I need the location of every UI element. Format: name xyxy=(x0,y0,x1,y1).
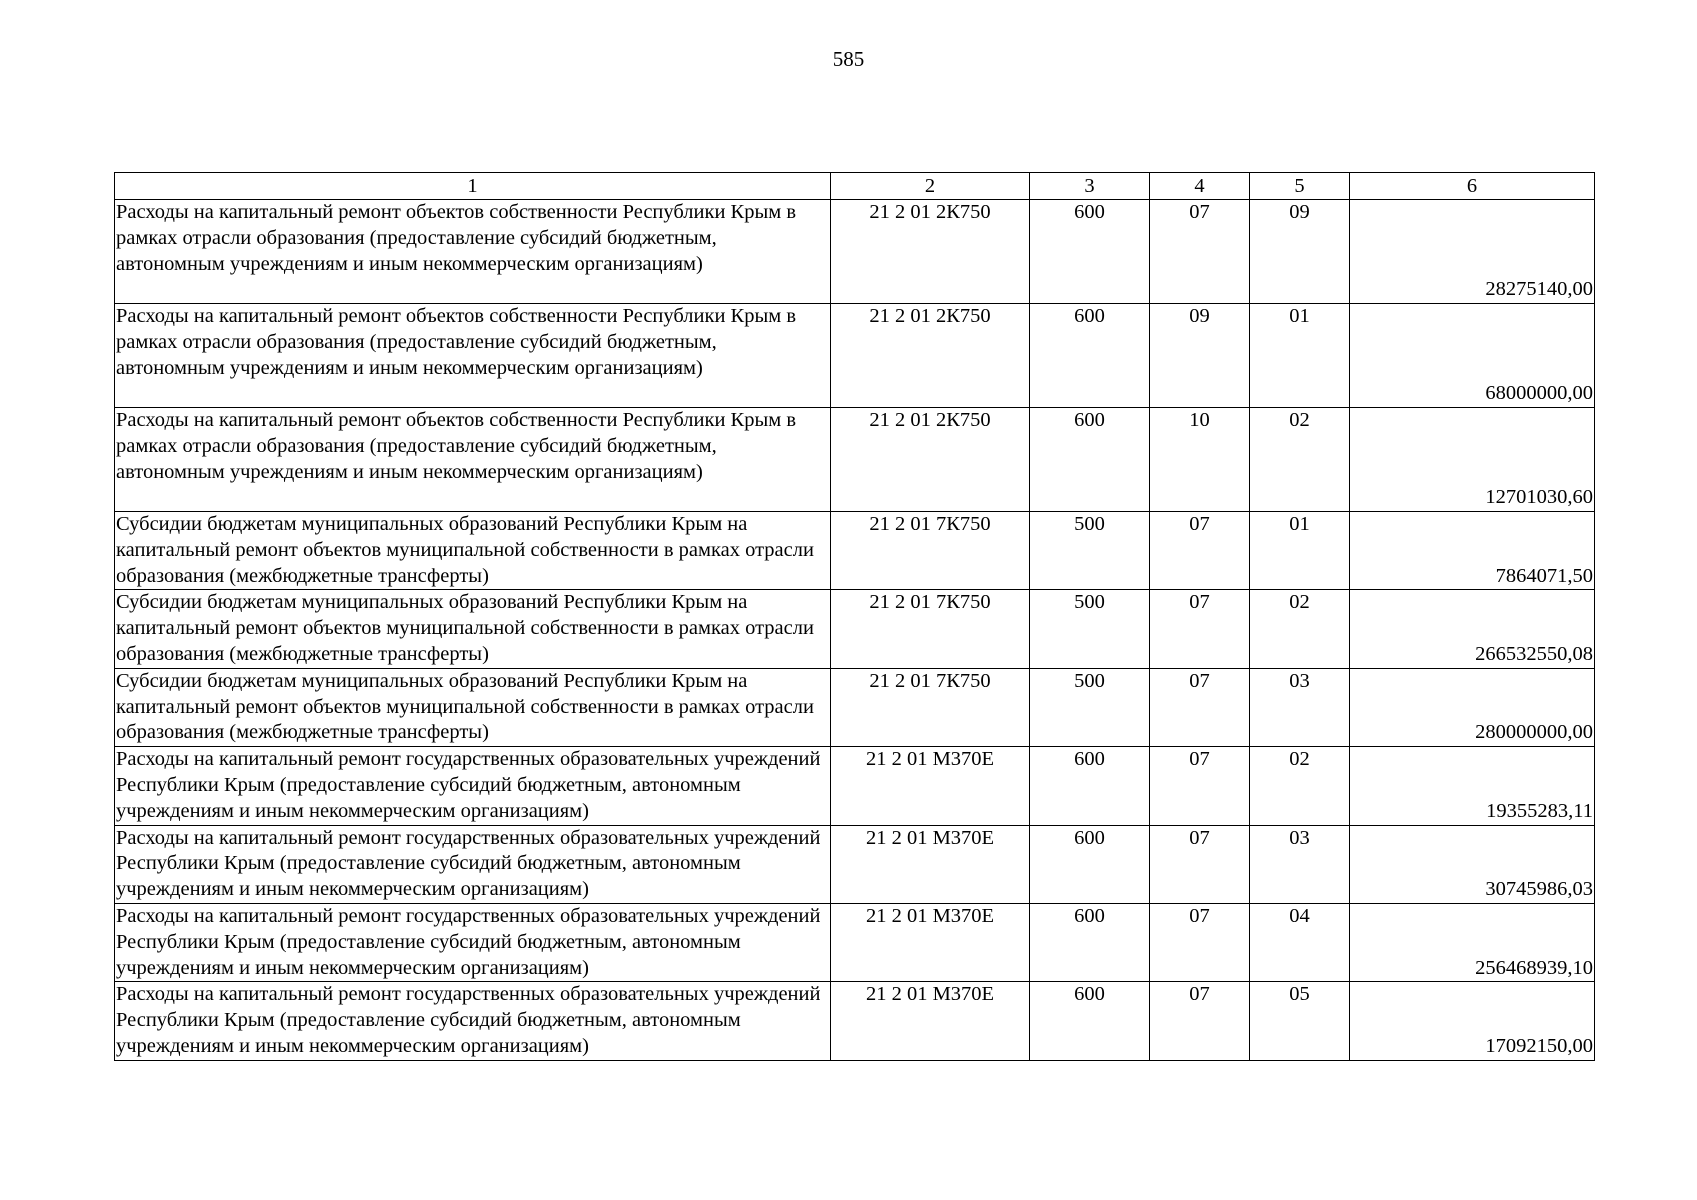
row-type-cell: 500 xyxy=(1030,590,1150,668)
row-code-cell: 21 2 01 М370Е xyxy=(831,747,1030,825)
row-amount-cell: 12701030,60 xyxy=(1350,408,1595,512)
row-section-cell: 07 xyxy=(1150,825,1250,903)
table-row xyxy=(115,408,1595,512)
row-section-cell: 10 xyxy=(1150,408,1250,512)
column-header: 3 xyxy=(1030,173,1150,200)
row-amount-cell: 266532550,08 xyxy=(1350,590,1595,668)
row-name-cell: Субсидии бюджетам муниципальных образований Республики Крым на капитальный ремонт объектов муниципальной собственности в рамках отрасли образования (межбюджетные трансферты) xyxy=(115,512,831,590)
row-code-cell: 21 2 01 7К750 xyxy=(831,668,1030,746)
row-name-cell: Субсидии бюджетам муниципальных образований Республики Крым на капитальный ремонт объектов муниципальной собственности в рамках отрасли образования (межбюджетные трансферты) xyxy=(115,668,831,746)
row-type-cell: 600 xyxy=(1030,982,1150,1060)
row-name-cell: Расходы на капитальный ремонт государственных образовательных учреждений Республики Крым (предоставление субсидий бюджетным, автономным учреждениям и иным некоммерческим организациям) xyxy=(115,825,831,903)
row-type-cell: 500 xyxy=(1030,512,1150,590)
row-amount-cell: 17092150,00 xyxy=(1350,982,1595,1060)
page-number: 585 xyxy=(832,47,865,71)
row-subsection-cell: 02 xyxy=(1250,408,1350,512)
row-code-cell: 21 2 01 7К750 xyxy=(831,512,1030,590)
table-row xyxy=(115,825,1595,903)
table-row xyxy=(115,982,1595,1060)
row-name-cell: Расходы на капитальный ремонт государственных образовательных учреждений Республики Крым (предоставление субсидий бюджетным, автономным учреждениям и иным некоммерческим организациям) xyxy=(115,982,831,1060)
row-amount-cell: 280000000,00 xyxy=(1350,668,1595,746)
row-subsection-cell: 03 xyxy=(1250,825,1350,903)
row-section-cell: 07 xyxy=(1150,747,1250,825)
row-amount-cell: 68000000,00 xyxy=(1350,304,1595,408)
row-amount-cell: 19355283,11 xyxy=(1350,747,1595,825)
column-header: 2 xyxy=(831,173,1030,200)
row-section-cell: 09 xyxy=(1150,304,1250,408)
column-header: 4 xyxy=(1150,173,1250,200)
row-code-cell: 21 2 01 2К750 xyxy=(831,304,1030,408)
row-amount-cell: 30745986,03 xyxy=(1350,825,1595,903)
row-type-cell: 600 xyxy=(1030,825,1150,903)
row-section-cell: 07 xyxy=(1150,512,1250,590)
budget-table xyxy=(114,172,1595,1061)
row-code-cell: 21 2 01 2К750 xyxy=(831,200,1030,304)
table-row xyxy=(115,747,1595,825)
row-subsection-cell: 02 xyxy=(1250,590,1350,668)
row-section-cell: 07 xyxy=(1150,590,1250,668)
row-subsection-cell: 03 xyxy=(1250,668,1350,746)
table-row xyxy=(115,590,1595,668)
row-subsection-cell: 01 xyxy=(1250,304,1350,408)
table-row xyxy=(115,200,1595,304)
table-row xyxy=(115,903,1595,981)
row-type-cell: 600 xyxy=(1030,747,1150,825)
row-name-cell: Расходы на капитальный ремонт государственных образовательных учреждений Республики Крым (предоставление субсидий бюджетным, автономным учреждениям и иным некоммерческим организациям) xyxy=(115,747,831,825)
row-subsection-cell: 09 xyxy=(1250,200,1350,304)
row-code-cell: 21 2 01 М370Е xyxy=(831,903,1030,981)
row-section-cell: 07 xyxy=(1150,982,1250,1060)
row-name-cell: Расходы на капитальный ремонт объектов собственности Республики Крым в рамках отрасли образования (предоставление субсидий бюджетным, автономным учреждениям и иным некоммерческим организациям) xyxy=(115,304,831,408)
column-header: 5 xyxy=(1250,173,1350,200)
column-header: 1 xyxy=(115,173,831,200)
row-name-cell: Расходы на капитальный ремонт государственных образовательных учреждений Республики Крым (предоставление субсидий бюджетным, автономным учреждениям и иным некоммерческим организациям) xyxy=(115,903,831,981)
row-type-cell: 600 xyxy=(1030,200,1150,304)
row-code-cell: 21 2 01 М370Е xyxy=(831,982,1030,1060)
row-amount-cell: 256468939,10 xyxy=(1350,903,1595,981)
row-section-cell: 07 xyxy=(1150,903,1250,981)
table-header-row xyxy=(115,173,1595,200)
row-type-cell: 600 xyxy=(1030,304,1150,408)
row-name-cell: Расходы на капитальный ремонт объектов собственности Республики Крым в рамках отрасли образования (предоставление субсидий бюджетным, автономным учреждениям и иным некоммерческим организациям) xyxy=(115,200,831,304)
row-code-cell: 21 2 01 7К750 xyxy=(831,590,1030,668)
row-type-cell: 600 xyxy=(1030,408,1150,512)
table-row xyxy=(115,668,1595,746)
row-code-cell: 21 2 01 М370Е xyxy=(831,825,1030,903)
row-name-cell: Субсидии бюджетам муниципальных образований Республики Крым на капитальный ремонт объектов муниципальной собственности в рамках отрасли образования (межбюджетные трансферты) xyxy=(115,590,831,668)
row-code-cell: 21 2 01 2К750 xyxy=(831,408,1030,512)
row-type-cell: 500 xyxy=(1030,668,1150,746)
table-row xyxy=(115,304,1595,408)
row-subsection-cell: 04 xyxy=(1250,903,1350,981)
row-type-cell: 600 xyxy=(1030,903,1150,981)
table-row xyxy=(115,512,1595,590)
row-subsection-cell: 01 xyxy=(1250,512,1350,590)
column-header: 6 xyxy=(1350,173,1595,200)
row-subsection-cell: 05 xyxy=(1250,982,1350,1060)
row-section-cell: 07 xyxy=(1150,668,1250,746)
row-subsection-cell: 02 xyxy=(1250,747,1350,825)
row-amount-cell: 7864071,50 xyxy=(1350,512,1595,590)
row-section-cell: 07 xyxy=(1150,200,1250,304)
row-name-cell: Расходы на капитальный ремонт объектов собственности Республики Крым в рамках отрасли образования (предоставление субсидий бюджетным, автономным учреждениям и иным некоммерческим организациям) xyxy=(115,408,831,512)
row-amount-cell: 28275140,00 xyxy=(1350,200,1595,304)
